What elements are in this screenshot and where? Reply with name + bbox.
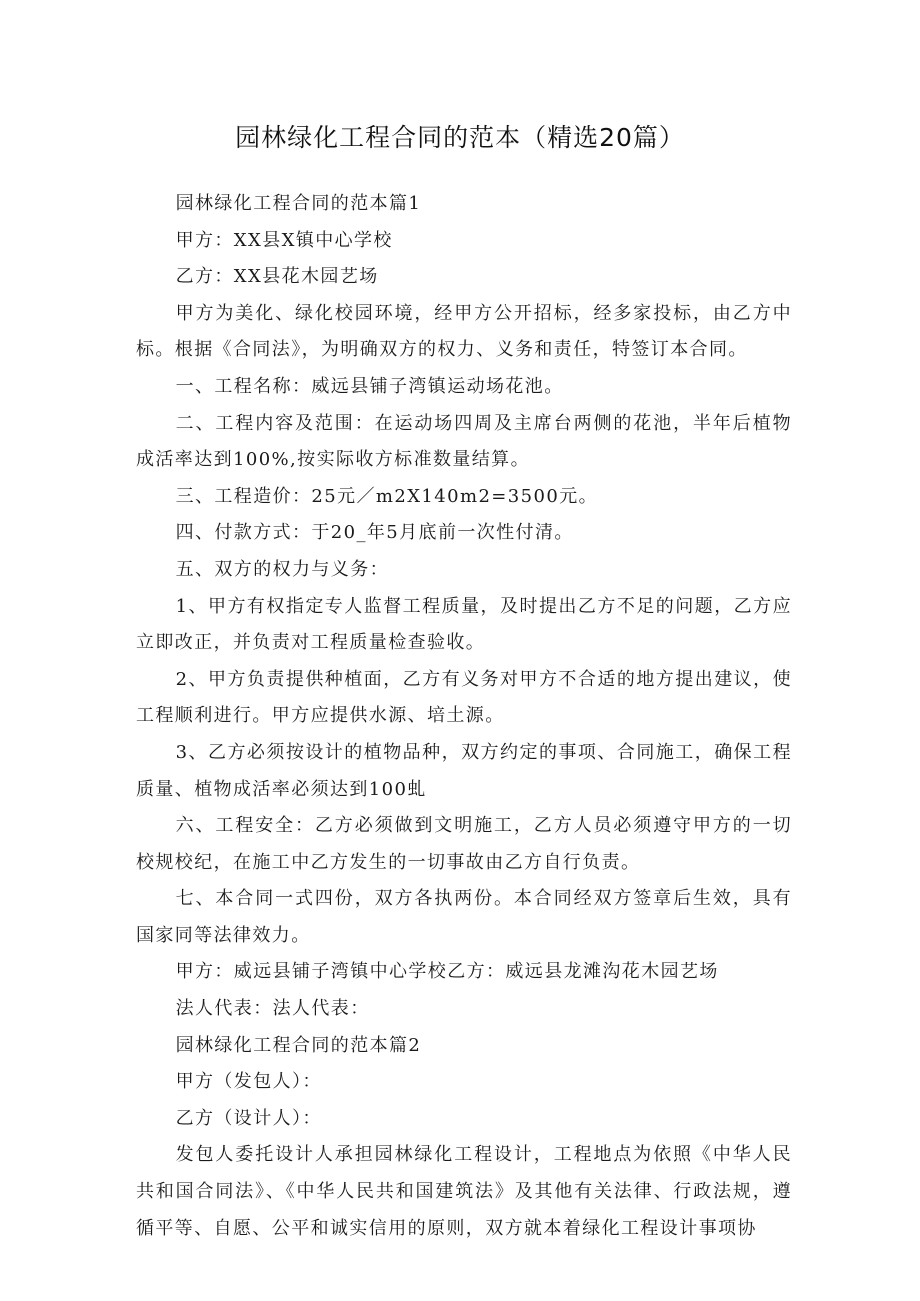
clause-rights-duties: 五、双方的权力与义务： [175,558,389,580]
signature-parties: 甲方：威远县铺子湾镇中心学校乙方：威远县龙滩沟花木园艺场 [175,961,719,983]
clause-project-cost: 三、工程造价：25元／m2X140m2=3500元。 [175,485,598,507]
document-body [136,186,792,1247]
section-heading-2: 园林绿化工程合同的范本篇2 [175,1034,422,1056]
clause-project-scope: 二、工程内容及范围：在运动场四周及主席台两侧的花池，半年后植物成活率达到100%,按实际收方标准数量结算。 [136,412,792,471]
section-heading-1: 园林绿化工程合同的范本篇1 [175,193,422,214]
party-a-employer-line: 甲方（发包人）： [175,1071,322,1093]
paragraph: 发包人委托设计人承担园林绿化工程设计，工程地点为依照《中华人民共和国合同法》、《中华人民共和国建筑法》及其他有关法律、行政法规，遵循平等、自愿、公平和诚实信用的原则，双方就本着绿化工程设计事项协 [136,1144,792,1239]
clause-safety: 六、工程安全：乙方必须做到文明施工，乙方人员必须遵守甲方的一切校规校纪，在施工中乙方发生的一切事故由乙方自行负责。 [136,815,792,873]
document-title: 园林绿化工程合同的范本（精选20篇） [235,123,685,152]
paragraph: 甲方为美化、绿化校园环境，经甲方公开招标，经多家投标，由乙方中标。根据《合同法》，为明确双方的权力、义务和责任，特签订本合同。 [136,302,792,361]
party-b-line: 乙方：XX县花木园艺场 [175,266,379,288]
signature-representatives: 法人代表：法人代表： [175,998,370,1020]
clause-copies: 七、本合同一式四份，双方各执两份。本合同经双方签章后生效，具有国家同等法律效力。 [136,888,792,946]
sub-clause-2: 2、甲方负责提供种植面，乙方有义务对甲方不合适的地方提出建议，使工程顺利进行。甲方应提供水源、培土源。 [136,668,792,727]
sub-clause-3: 3、乙方必须按设计的植物品种，双方约定的事项、合同施工，确保工程质量、植物成活率必须达到100虬 [136,741,792,800]
party-a-line: 甲方：XX县X镇中心学校 [175,229,393,251]
clause-payment: 四、付款方式：于20_年5月底前一次性付清。 [175,522,574,544]
sub-clause-1: 1、甲方有权指定专人监督工程质量，及时提出乙方不足的问题，乙方应立即改正，并负责对工程质量检查验收。 [136,595,792,654]
party-b-designer-line: 乙方（设计人）： [175,1107,322,1129]
clause-project-name: 一、工程名称：威远县铺子湾镇运动场花池。 [175,375,564,397]
